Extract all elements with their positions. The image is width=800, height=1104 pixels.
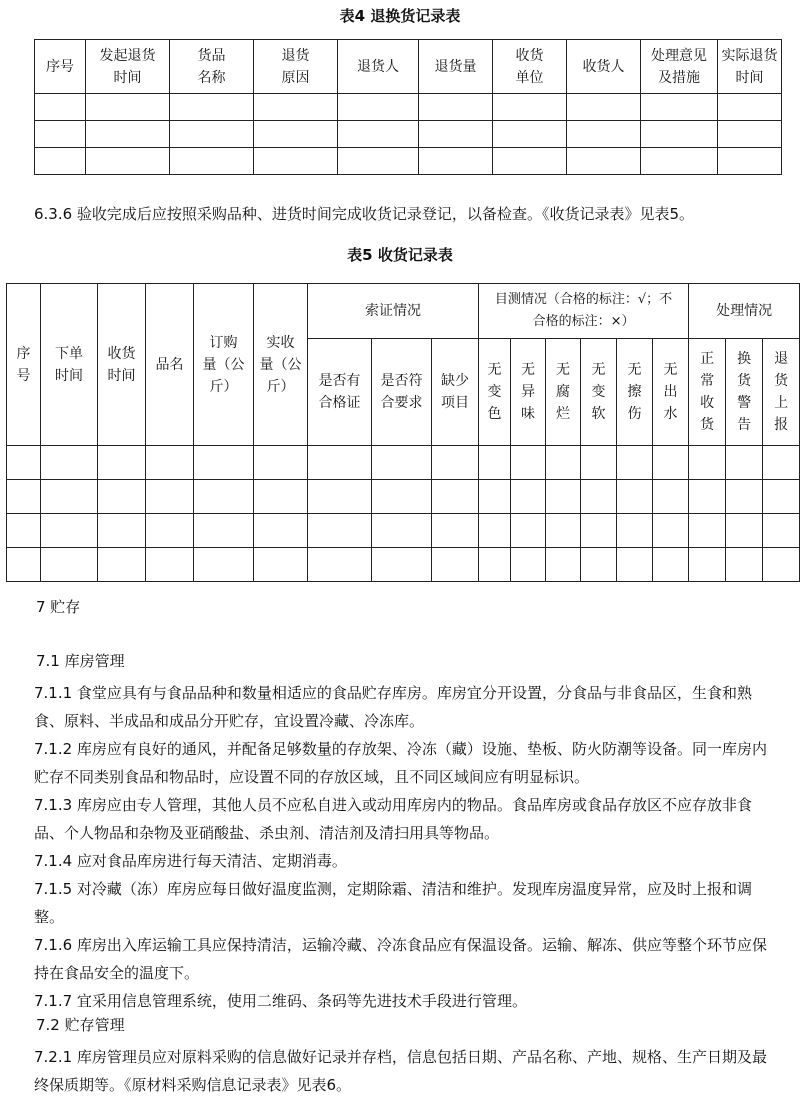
table-row <box>7 514 800 548</box>
table-cell[interactable] <box>763 548 800 582</box>
table-cell[interactable] <box>254 514 308 548</box>
header-seq: 序号 <box>35 40 86 94</box>
header-meets-requirements: 是否符 合要求 <box>372 339 432 446</box>
header-goods-name: 货品 名称 <box>170 40 254 94</box>
table-cell[interactable] <box>338 94 419 121</box>
header-exchange-warning: 换 货 警 告 <box>726 339 763 446</box>
table-cell[interactable] <box>567 148 641 175</box>
table-cell[interactable] <box>763 480 800 514</box>
header-returner: 退货人 <box>338 40 419 94</box>
table-cell[interactable] <box>653 548 689 582</box>
table-cell[interactable] <box>372 480 432 514</box>
header-handling: 处理情况 <box>689 284 800 339</box>
table-cell[interactable] <box>372 446 432 480</box>
table-cell[interactable] <box>689 548 726 582</box>
table-row <box>35 94 782 121</box>
header-certificate-status: 索证情况 <box>308 284 479 339</box>
paragraph-7-2-1: 7.2.1 库房管理员应对原料采购的信息做好记录并存档，信息包括日期、产品名称、产地、规格、生产日期及最终保质期等。《原材料采购信息记录表》见表6。 <box>34 1048 767 1094</box>
header-no-rot: 无 腐 烂 <box>546 339 581 446</box>
table-row <box>7 446 800 480</box>
table-cell[interactable] <box>546 446 581 480</box>
table-cell[interactable] <box>98 446 146 480</box>
table-cell[interactable] <box>308 514 372 548</box>
header-order-time: 下单 时间 <box>41 284 98 446</box>
header-no-discoloration: 无 变 色 <box>479 339 511 446</box>
table-cell[interactable] <box>546 480 581 514</box>
table-row <box>7 548 800 582</box>
table-cell[interactable] <box>718 121 782 148</box>
table-cell[interactable] <box>194 446 254 480</box>
table-cell[interactable] <box>254 480 308 514</box>
header-receiving-unit: 收货 单位 <box>493 40 567 94</box>
table-cell[interactable] <box>689 514 726 548</box>
table-cell[interactable] <box>194 548 254 582</box>
table-cell[interactable] <box>35 148 86 175</box>
returns-table <box>34 39 782 175</box>
table-cell[interactable] <box>7 446 41 480</box>
table-cell[interactable] <box>170 121 254 148</box>
section-7-2-heading: 7.2 贮存管理 <box>36 1016 125 1034</box>
table-cell[interactable] <box>86 94 170 121</box>
table-cell[interactable] <box>567 94 641 121</box>
table-cell[interactable] <box>493 148 567 175</box>
table-cell[interactable] <box>41 548 98 582</box>
table-cell[interactable] <box>641 148 718 175</box>
table-cell[interactable] <box>653 514 689 548</box>
table-cell[interactable] <box>146 514 194 548</box>
table-cell[interactable] <box>35 121 86 148</box>
table-cell[interactable] <box>41 446 98 480</box>
table-cell[interactable] <box>479 514 511 548</box>
table-cell[interactable] <box>372 548 432 582</box>
table-cell[interactable] <box>308 548 372 582</box>
table-cell[interactable] <box>581 480 617 514</box>
table-cell[interactable] <box>546 514 581 548</box>
table-cell[interactable] <box>146 480 194 514</box>
table-cell[interactable] <box>511 514 546 548</box>
table-cell[interactable] <box>254 446 308 480</box>
section-7-heading: 7 贮存 <box>36 598 81 616</box>
table-cell[interactable] <box>641 94 718 121</box>
table-cell[interactable] <box>493 121 567 148</box>
table-cell[interactable] <box>432 480 479 514</box>
header-receiver: 收货人 <box>567 40 641 94</box>
table-cell[interactable] <box>338 121 419 148</box>
header-actual-return-time: 实际退货 时间 <box>718 40 782 94</box>
header-received-qty: 实收 量（公 斤） <box>254 284 308 446</box>
header-no-odor: 无 异 味 <box>511 339 546 446</box>
table-cell[interactable] <box>689 480 726 514</box>
table-cell[interactable] <box>763 446 800 480</box>
section-7-1-heading: 7.1 库房管理 <box>36 652 125 670</box>
table-row <box>35 148 782 175</box>
table-cell[interactable] <box>432 548 479 582</box>
header-no-softening: 无 变 软 <box>581 339 617 446</box>
table-cell[interactable] <box>726 514 763 548</box>
table-cell[interactable] <box>653 446 689 480</box>
table-cell[interactable] <box>254 121 338 148</box>
table-cell[interactable] <box>41 480 98 514</box>
table-cell[interactable] <box>511 480 546 514</box>
table-cell[interactable] <box>35 94 86 121</box>
table-cell[interactable] <box>546 548 581 582</box>
header-visual-inspection: 目测情况（合格的标注：√；不 合格的标注：×） <box>479 284 689 339</box>
table-cell[interactable] <box>718 148 782 175</box>
table-cell[interactable] <box>479 480 511 514</box>
table-cell[interactable] <box>308 446 372 480</box>
table-cell[interactable] <box>98 480 146 514</box>
table-cell[interactable] <box>170 148 254 175</box>
table5-caption: 表5 收货记录表 <box>347 246 453 264</box>
table-cell[interactable] <box>98 548 146 582</box>
table-cell[interactable] <box>308 480 372 514</box>
table-cell[interactable] <box>338 148 419 175</box>
table-cell[interactable] <box>419 148 493 175</box>
table-cell[interactable] <box>763 514 800 548</box>
table-cell[interactable] <box>170 94 254 121</box>
header-return-reason: 退货 原因 <box>254 40 338 94</box>
table-cell[interactable] <box>146 446 194 480</box>
header-return-qty: 退货量 <box>419 40 493 94</box>
table-cell[interactable] <box>194 514 254 548</box>
table-cell[interactable] <box>581 446 617 480</box>
table-row <box>35 121 782 148</box>
header-return-initiated-time: 发起退货 时间 <box>86 40 170 94</box>
table-cell[interactable] <box>511 548 546 582</box>
table-cell[interactable] <box>7 514 41 548</box>
table-cell[interactable] <box>726 548 763 582</box>
table-cell[interactable] <box>581 514 617 548</box>
table-cell[interactable] <box>372 514 432 548</box>
table-cell[interactable] <box>617 514 653 548</box>
table-cell[interactable] <box>432 514 479 548</box>
table-cell[interactable] <box>86 121 170 148</box>
table-cell[interactable] <box>689 446 726 480</box>
table-cell[interactable] <box>419 121 493 148</box>
header-no-bruising: 无 擦 伤 <box>617 339 653 446</box>
table-cell[interactable] <box>726 480 763 514</box>
table-row <box>7 480 800 514</box>
header-order-qty: 订购 量（公 斤） <box>194 284 254 446</box>
table-cell[interactable] <box>419 94 493 121</box>
header-normal-receipt: 正 常 收 货 <box>689 339 726 446</box>
header-missing-items: 缺少 项目 <box>432 339 479 446</box>
table4-caption: 表4 退换货记录表 <box>339 7 461 25</box>
table-cell[interactable] <box>617 548 653 582</box>
paragraph-6-3-6: 6.3.6 验收完成后应按照采购品种、进货时间完成收货记录登记，以备检查。《收货记录表》见表5。 <box>34 205 694 223</box>
header-no-leaking: 无 出 水 <box>653 339 689 446</box>
table-cell[interactable] <box>511 446 546 480</box>
table-cell[interactable] <box>7 548 41 582</box>
table-cell[interactable] <box>493 94 567 121</box>
table-cell[interactable] <box>479 446 511 480</box>
table-cell[interactable] <box>432 446 479 480</box>
table-cell[interactable] <box>617 480 653 514</box>
table-cell[interactable] <box>479 548 511 582</box>
header-receive-time: 收货 时间 <box>98 284 146 446</box>
receiving-table <box>6 283 800 582</box>
table-cell[interactable] <box>641 121 718 148</box>
table-cell[interactable] <box>617 446 653 480</box>
header-return-report: 退 货 上 报 <box>763 339 800 446</box>
table-cell[interactable] <box>98 514 146 548</box>
table-cell[interactable] <box>146 548 194 582</box>
header-has-certificate: 是否有 合格证 <box>308 339 372 446</box>
table-cell[interactable] <box>254 94 338 121</box>
table-cell[interactable] <box>7 480 41 514</box>
table-cell[interactable] <box>41 514 98 548</box>
table-cell[interactable] <box>254 148 338 175</box>
header-product-name: 品名 <box>146 284 194 446</box>
table-cell[interactable] <box>194 480 254 514</box>
table-cell[interactable] <box>567 121 641 148</box>
header-seq: 序 号 <box>7 284 41 446</box>
table-cell[interactable] <box>653 480 689 514</box>
header-handling-opinion: 处理意见 及措施 <box>641 40 718 94</box>
table-cell[interactable] <box>718 94 782 121</box>
table-cell[interactable] <box>581 548 617 582</box>
table-cell[interactable] <box>726 446 763 480</box>
section-7-1-paragraphs: 7.1.1 食堂应具有与食品品种和数量相适应的食品贮存库房。库房宜分开设置，分食品与非食品区，生食和熟食、原料、半成品和成品分开贮存，宜设置冷藏、冷冻库。 7.1.2 库房应有良好的通风，并配备足够数量的存放架、冷冻（藏）设施、垫板、防火防潮等设备。同一库房内贮存不同类别食品和物品时，应设置不同的存放区域，且不同区域间应有明显标识。 7.1.3 库房应由专人管理，其他人员不应私自进入或动用库房内的物品。食品库房或食品存放区不应存放非食品、个人物品和杂物及亚硝酸盐、杀虫剂、清洁剂及清扫用具等物品。 7.1.4 应对食品库房进行每天清洁、定期消毒。 7.1.5 对冷藏（冻）库房应每日做好温度监测，定期除霜、清洁和维护。发现库房温度异常，应及时上报和调整。 7.1.6 库房出入库运输工具应保持清洁，运输冷藏、冷冻食品应有保温设备。运输、解冻、供应等整个环节应保持在食品安全的温度下。 7.1.7 宜采用信息管理系统，使用二维码、条码等先进技术手段进行管理。 <box>34 684 767 1010</box>
table-cell[interactable] <box>86 148 170 175</box>
table-cell[interactable] <box>254 548 308 582</box>
